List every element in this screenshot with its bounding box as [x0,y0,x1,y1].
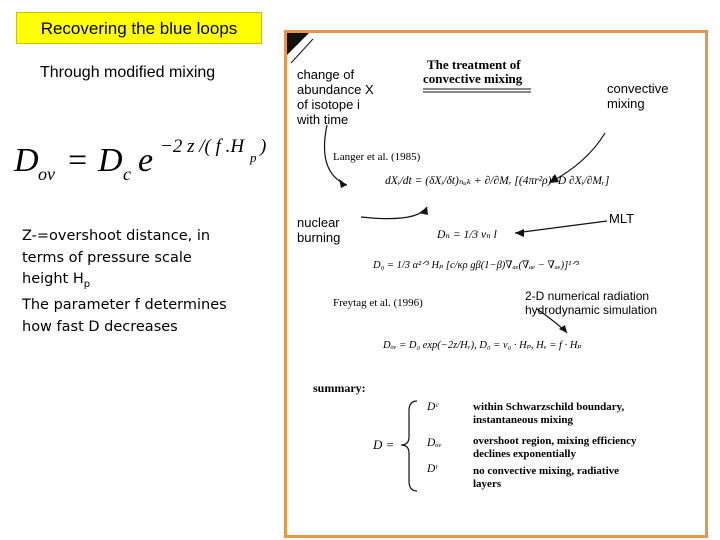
scan-corner-mark [287,33,309,55]
formula-equals: = [68,142,88,179]
formula-lhs: D [14,142,39,179]
summary-text-dr [473,465,619,491]
annotation-line: of isotope i [297,97,360,112]
overshoot-formula [14,136,276,188]
annotation-change [297,67,374,127]
annotation-convective [607,81,668,111]
annotation-line: burning [297,230,341,245]
annotation-line: mixing [607,96,645,111]
arrow-head [339,179,347,188]
summary-sym-dr: Dʳ [427,463,438,475]
description-subscript: p [83,278,91,290]
summary-line: layers [473,478,502,490]
annotation-line: nuclear [297,215,340,230]
annotation-nuclear [297,215,340,245]
summary-line: no convective mixing, radiative [473,465,620,477]
summary-sym-dov: Dₒᵥ [427,437,442,449]
description-line: The parameter f determines [22,297,227,314]
slide-subtitle: Through modified mixing [40,64,216,81]
arrow-head [515,229,524,237]
formula-rhs-sub: c [123,164,131,184]
formula-lhs-sub: ov [38,164,55,184]
formula-exponent-sub: p [250,150,257,165]
scan-heading-2: convective mixing [423,71,523,86]
annotation-2d [525,289,657,317]
description [22,226,272,338]
description-line [22,269,272,295]
description-line: how fast D decreases [22,318,178,335]
annotation-line: with time [297,112,349,127]
arrow-mlt-to-eq [515,221,607,233]
arrow-head [419,207,428,215]
ref-langer: Langer et al. (1985) [333,151,421,163]
summary-label: summary: [313,381,366,395]
arrow-nuclear-to-eq [361,207,427,219]
description-line: Z-=overshoot distance, in [22,228,211,244]
description-text: height H [22,271,84,287]
description-line: terms of pressure scale [22,249,192,266]
eq-d0: D₀ = 1/3 α²ᐟ³ Hₚ [c/κρ gβ(1−β)∇ₐₑ(∇ₐₑ − ∇ₐₑ)]¹ᐟ³ [373,260,579,271]
eq-dc: Dₙ = 1/3 vₙ l [437,229,497,241]
summary-line: instantaneous mixing [473,414,573,426]
formula-exp-base: e [138,142,154,179]
summary-lhs: D = [373,437,395,452]
eq-dov: Dₒᵥ = D₀ exp(−2z/Hᵥ), D₀ = v₀ · Hₚ, Hᵥ = f · Hₚ [383,340,582,351]
annotation-line: abundance X [297,82,374,97]
summary-text-dov [473,435,637,461]
eq-langer: dXᵢ/dt = (δXᵢ/δt)ₙᵤₖ + ∂/∂Mᵣ [(4πr²ρ)² D ∂Xᵢ/∂Mᵣ] [385,175,610,187]
annotation-line: 2-D numerical radiation [525,289,650,303]
ref-freytag: Freytag et al. (1996) [333,297,423,309]
annotation-line: hydrodynamic simulation [525,303,658,317]
formula-exponent-close: ) [260,136,267,157]
summary-line: declines exponentially [473,448,576,460]
summary-text-dc [473,401,624,427]
slide-title: Recovering the blue loops [16,12,262,44]
summary-line: within Schwarzschild boundary, [473,401,625,413]
formula-exponent: −2 z /( f .H [160,136,245,157]
summary-brace [401,401,417,491]
summary-line: overshoot region, mixing efficiency [473,435,637,447]
scanned-figure [284,30,708,538]
scan-heading-1: The treatment of [427,57,521,72]
annotation-mlt: MLT [609,211,635,226]
annotation-line: change of [297,67,355,82]
summary-sym-dc: Dᶜ [427,401,439,413]
formula-rhs: D [98,142,123,179]
annotation-line: convective [607,81,669,96]
